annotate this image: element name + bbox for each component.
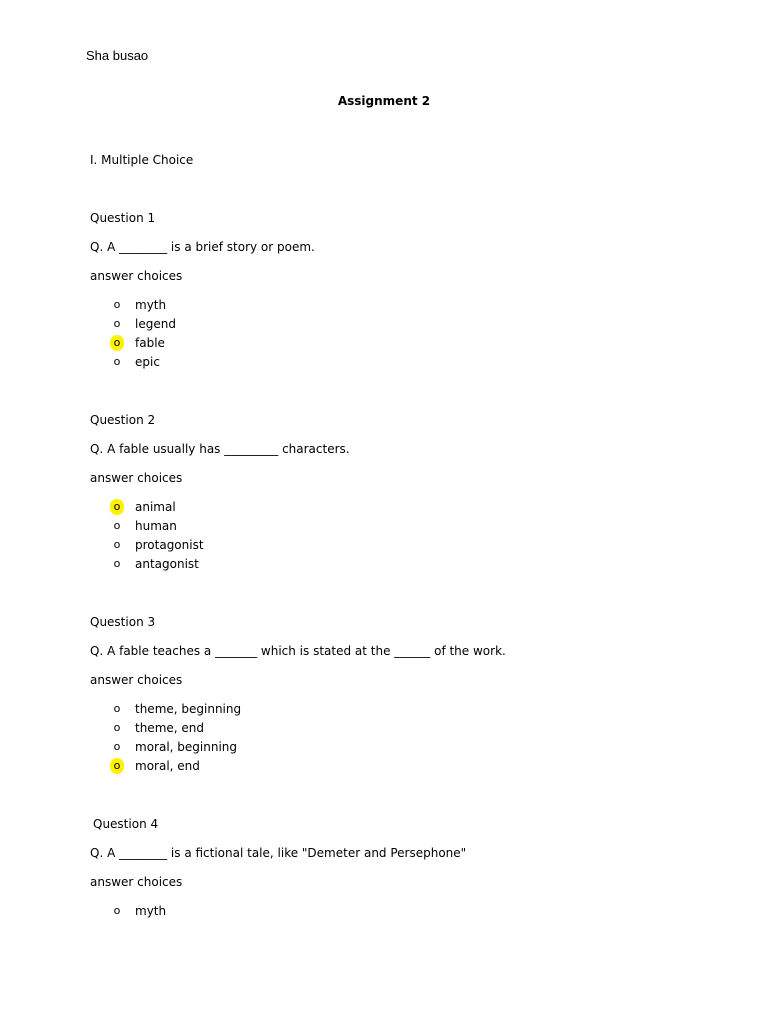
answer-choice — [90, 701, 690, 720]
bullet-icon: o — [110, 335, 124, 351]
question-text: Q. A fable teaches a _______ which is stated at the ______ of the work. — [90, 644, 506, 658]
bullet-icon: o — [113, 702, 121, 715]
answer-choice-text: human — [135, 519, 177, 533]
bullet-icon: o — [113, 538, 121, 551]
question-heading: Question 3 — [90, 615, 156, 629]
answer-choice — [90, 335, 690, 354]
answer-choice-text: legend — [135, 317, 176, 331]
answer-choices-label: answer choices — [90, 269, 183, 283]
answer-choice-text: theme, end — [135, 721, 204, 735]
question-text: Q. A ________ is a fictional tale, like "Demeter and Persephone" — [90, 846, 467, 860]
bullet-icon: o — [110, 758, 124, 774]
answer-choice — [90, 556, 690, 575]
answer-choice — [90, 903, 690, 922]
question-heading: Question 2 — [90, 413, 156, 427]
bullet-icon: o — [113, 298, 121, 311]
answer-choice-text: antagonist — [135, 557, 199, 571]
question-1 — [90, 210, 690, 373]
answer-choice-list — [90, 499, 690, 575]
bullet-icon: o — [113, 904, 121, 917]
bullet-icon: o — [113, 557, 121, 570]
answer-choice-text: myth — [135, 904, 167, 918]
answer-choice — [90, 537, 690, 556]
bullet-icon: o — [113, 721, 121, 734]
answer-choice — [90, 499, 690, 518]
answer-choice-text: epic — [135, 355, 160, 369]
answer-choice — [90, 758, 690, 777]
answer-choice-text: theme, beginning — [135, 702, 242, 716]
question-text: Q. A fable usually has _________ characters. — [90, 442, 350, 456]
answer-choice-list — [90, 297, 690, 373]
answer-choice-list — [90, 903, 690, 922]
answer-choice — [90, 354, 690, 373]
answer-choice-text: moral, beginning — [135, 740, 237, 754]
question-4 — [90, 816, 690, 922]
answer-choice — [90, 739, 690, 758]
answer-choice — [90, 316, 690, 335]
bullet-icon: o — [113, 355, 121, 368]
bullet-icon: o — [113, 317, 121, 330]
answer-choices-label: answer choices — [90, 875, 183, 889]
bullet-icon: o — [113, 519, 121, 532]
answer-choices-label: answer choices — [90, 471, 183, 485]
question-2 — [90, 412, 690, 575]
question-heading: Question 1 — [90, 211, 156, 225]
answer-choice-text: fable — [135, 336, 165, 350]
answer-choice-list — [90, 701, 690, 777]
answer-choice — [90, 518, 690, 537]
answer-choice-text: myth — [135, 298, 167, 312]
answer-choice — [90, 720, 690, 739]
answer-choice-text: moral, end — [135, 759, 200, 773]
question-text: Q. A ________ is a brief story or poem. — [90, 240, 315, 254]
section-heading: I. Multiple Choice — [90, 153, 194, 167]
question-heading: Question 4 — [93, 817, 159, 831]
author-name: Sha busao — [86, 48, 149, 63]
bullet-icon: o — [110, 499, 124, 515]
answer-choice-text: animal — [135, 500, 176, 514]
answer-choice-text: protagonist — [135, 538, 204, 552]
answer-choices-label: answer choices — [90, 673, 183, 687]
assignment-title: Assignment 2 — [337, 94, 431, 108]
question-3 — [90, 614, 690, 777]
bullet-icon: o — [113, 740, 121, 753]
answer-choice — [90, 297, 690, 316]
